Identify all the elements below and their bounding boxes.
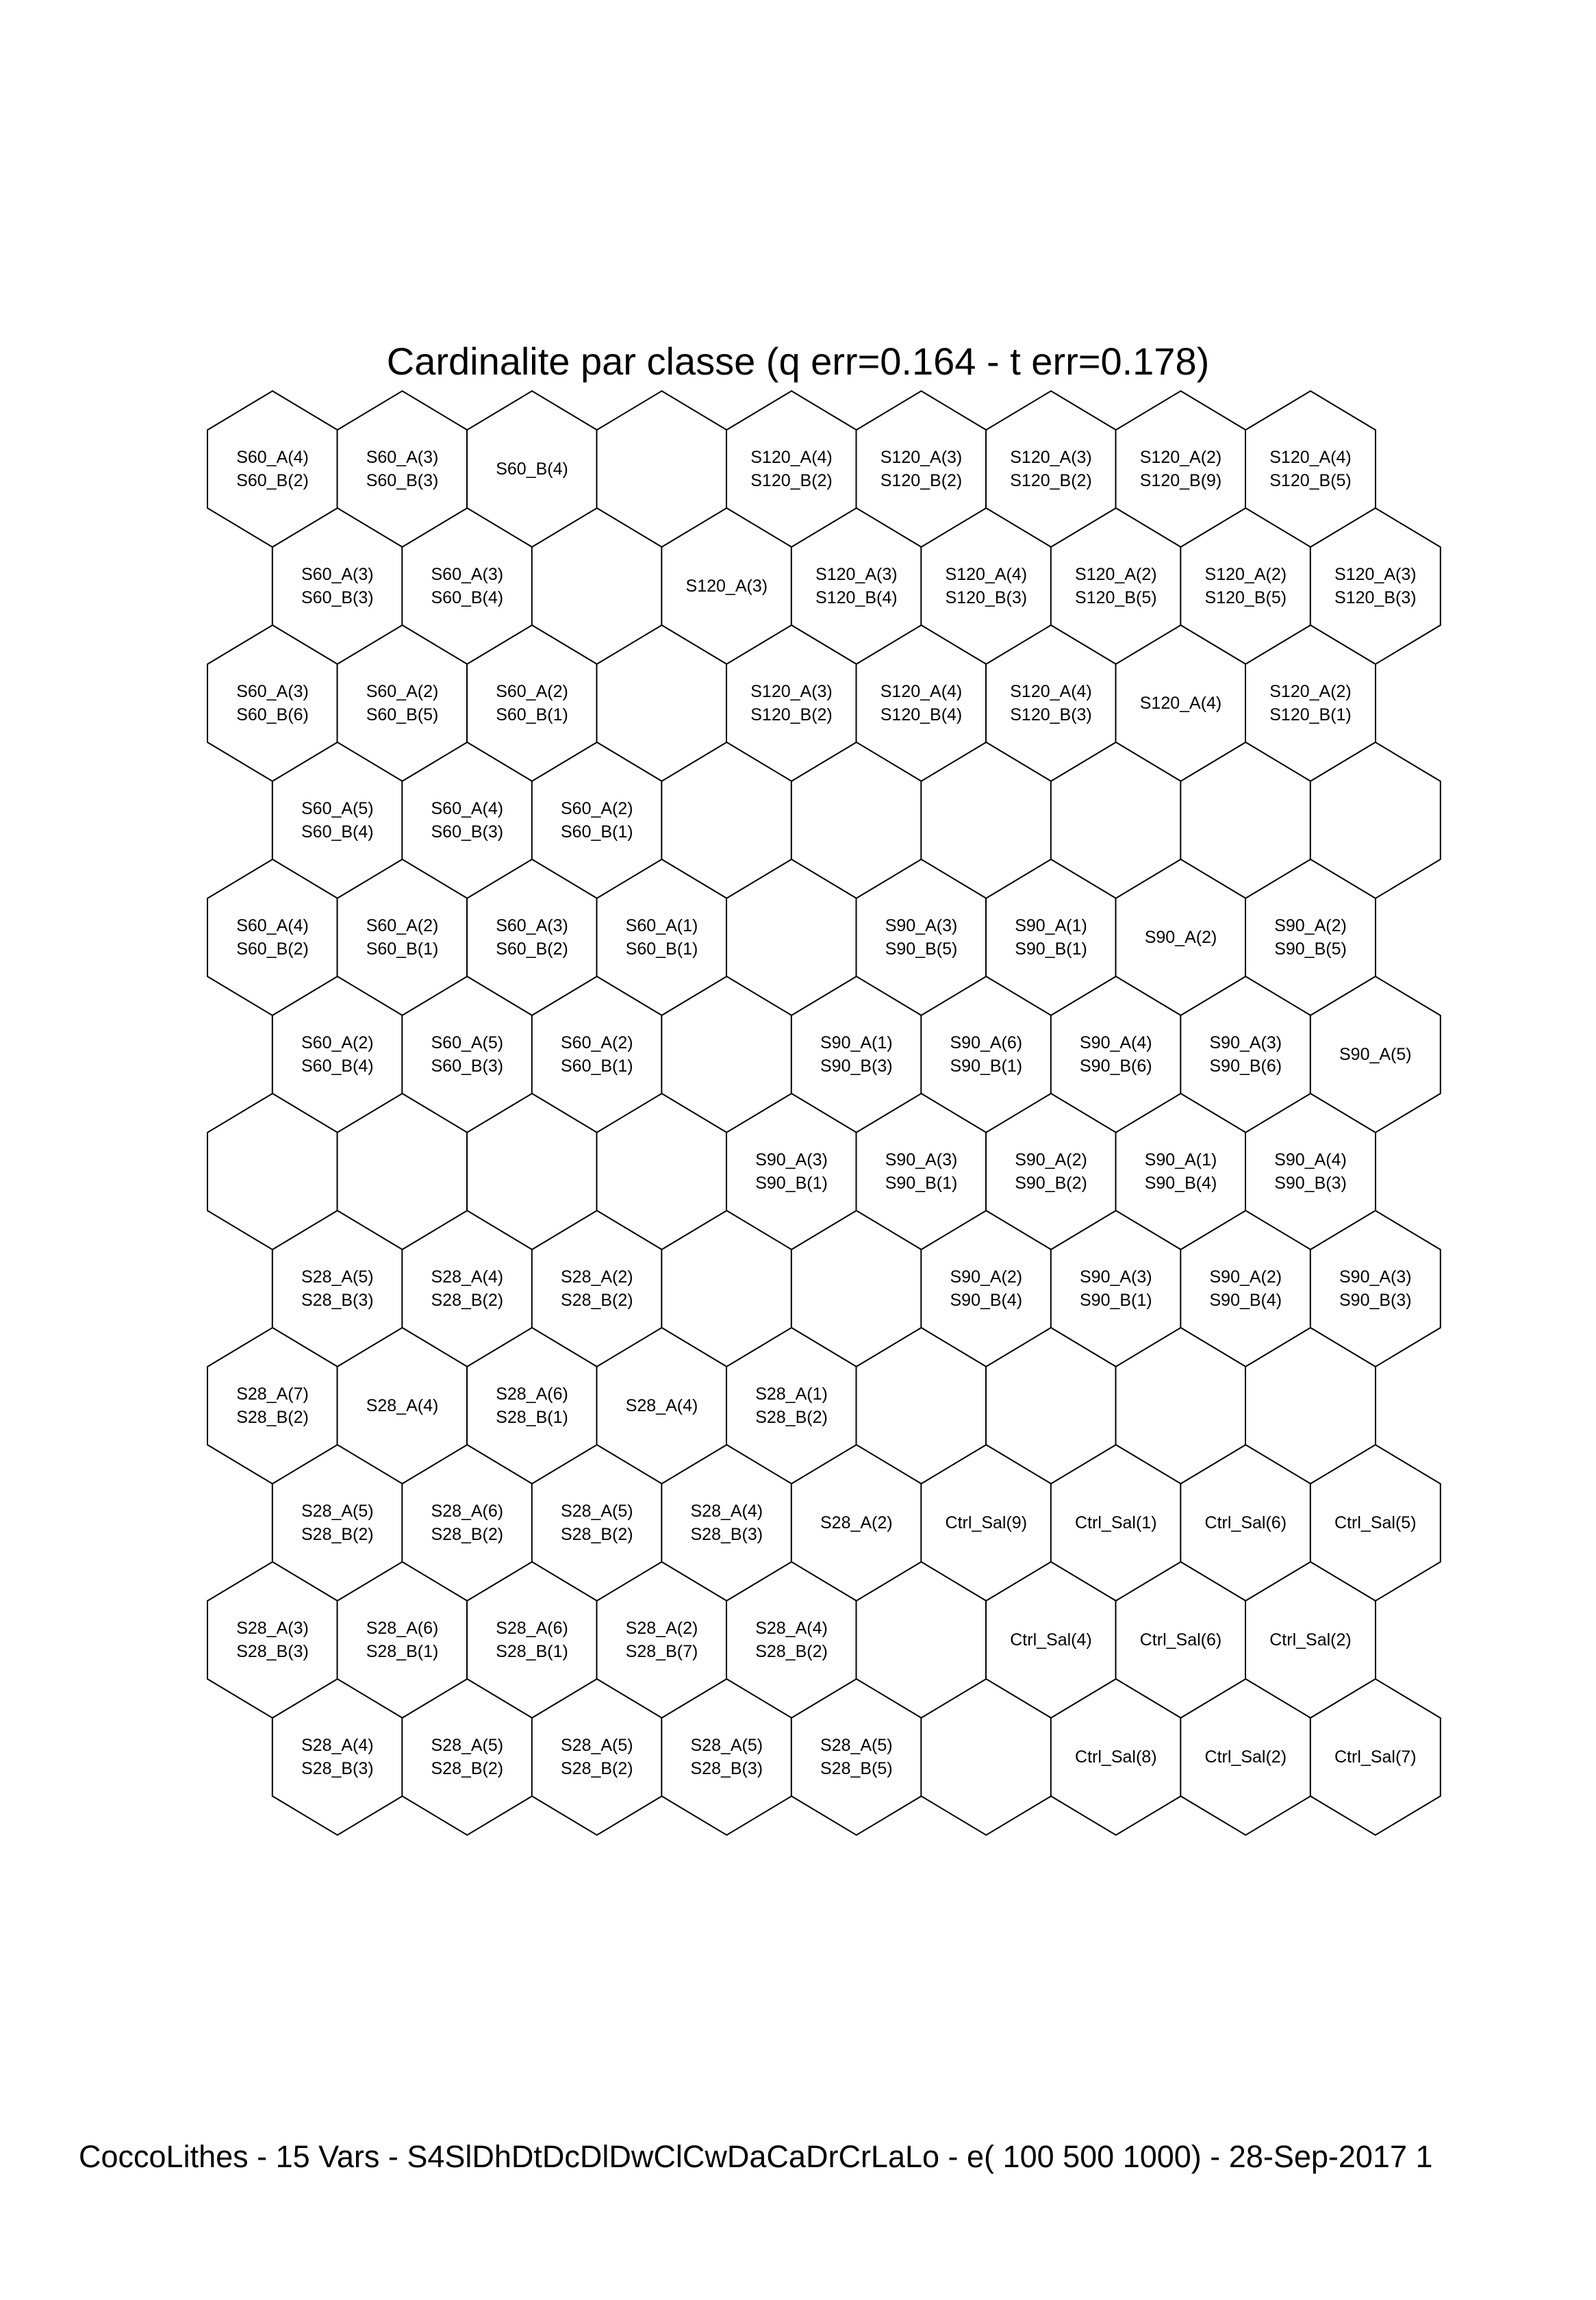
hex-label: S28_A(5) xyxy=(431,1736,504,1755)
hex-label: Ctrl_Sal(6) xyxy=(1139,1630,1222,1650)
hex-label: S28_B(3) xyxy=(236,1642,309,1661)
hex-label: S120_B(3) xyxy=(1010,705,1092,724)
hex-label: S60_A(2) xyxy=(366,682,439,701)
hex-label: S60_B(3) xyxy=(431,822,504,842)
hex-label: S60_B(1) xyxy=(625,939,698,959)
hex-label: S120_B(1) xyxy=(1269,705,1352,724)
hex-label: S90_A(3) xyxy=(885,916,958,935)
hex-label: S28_B(2) xyxy=(560,1291,633,1310)
hex-label: S120_B(2) xyxy=(750,705,833,724)
hex-label: S28_A(4) xyxy=(366,1396,439,1415)
hex-label: S28_B(3) xyxy=(690,1759,763,1778)
hex-label: S120_B(2) xyxy=(880,471,963,490)
hex-label: S60_B(4) xyxy=(431,588,504,607)
hex-label: S60_A(3) xyxy=(496,916,568,935)
hex-label: S28_B(2) xyxy=(755,1642,828,1661)
hex-label: S60_B(3) xyxy=(366,471,439,490)
hex-label: S60_B(1) xyxy=(496,705,568,724)
hex-label: S120_A(4) xyxy=(1139,694,1222,713)
hex-label: S120_A(4) xyxy=(1269,448,1352,467)
hex-label: S90_A(1) xyxy=(820,1033,893,1052)
hex-label: S60_B(2) xyxy=(496,939,568,959)
footer-caption: CoccoLithes - 15 Vars - S4SlDhDtDcDlDwClCwDaCaDrCrLaLo - e( 100 500 1000) - 28-Sep-2017 1 xyxy=(79,2139,1433,2174)
hex-label: S120_A(3) xyxy=(1334,565,1417,584)
hex-label: S60_A(1) xyxy=(625,916,698,935)
hex-label: S90_A(1) xyxy=(1144,1150,1217,1170)
hex-label: S120_B(5) xyxy=(1269,471,1352,490)
hex-label: S28_B(3) xyxy=(301,1291,374,1310)
hex-label: S28_A(6) xyxy=(431,1502,504,1521)
hex-label: S28_B(2) xyxy=(301,1525,374,1544)
hex-label: Ctrl_Sal(9) xyxy=(945,1513,1028,1532)
hex-label: S60_B(5) xyxy=(366,705,439,724)
hex-label: S120_A(3) xyxy=(880,448,963,467)
hex-label: S28_A(2) xyxy=(820,1513,893,1532)
hex-label: S90_B(1) xyxy=(885,1174,958,1193)
hex-label: S90_A(3) xyxy=(755,1150,828,1170)
hex-label: S120_A(4) xyxy=(945,565,1028,584)
hex-label: Ctrl_Sal(7) xyxy=(1334,1747,1417,1767)
hex-label: S28_A(5) xyxy=(560,1502,633,1521)
hex-label: S120_A(4) xyxy=(880,682,963,701)
hex-label: S120_B(5) xyxy=(1075,588,1157,607)
hex-label: S90_B(6) xyxy=(1209,1057,1282,1076)
hex-label: S60_A(2) xyxy=(560,1033,633,1052)
hex-label: S90_A(2) xyxy=(1274,916,1347,935)
hex-label: S90_A(4) xyxy=(1079,1033,1152,1052)
hex-label: S28_A(6) xyxy=(496,1385,568,1404)
hex-label: S120_B(2) xyxy=(1010,471,1092,490)
hex-label: S28_A(2) xyxy=(560,1267,633,1287)
hex-label: S28_B(2) xyxy=(560,1759,633,1778)
hex-label: S90_A(2) xyxy=(1015,1150,1087,1170)
hex-label: S60_B(1) xyxy=(560,1057,633,1076)
hex-label: S120_A(3) xyxy=(685,577,768,596)
hex-label: Ctrl_Sal(2) xyxy=(1204,1747,1287,1767)
hex-label: S28_B(1) xyxy=(496,1408,568,1427)
hex-label: S28_A(2) xyxy=(625,1619,698,1638)
hex-label: S28_B(2) xyxy=(431,1759,504,1778)
hex-label: S60_B(1) xyxy=(366,939,439,959)
hex-label: S90_B(1) xyxy=(950,1057,1023,1076)
hex-label: S60_A(2) xyxy=(366,916,439,935)
hex-label: S60_A(4) xyxy=(236,916,309,935)
hex-label: S120_B(3) xyxy=(945,588,1028,607)
hex-label: S28_B(5) xyxy=(820,1759,893,1778)
hex-label: S90_A(3) xyxy=(885,1150,958,1170)
hex-label: S120_B(2) xyxy=(750,471,833,490)
hex-label: S60_A(3) xyxy=(301,565,374,584)
hex-label: S90_A(2) xyxy=(1209,1267,1282,1287)
hex-label: Ctrl_Sal(4) xyxy=(1010,1630,1092,1650)
hex-label: S90_B(1) xyxy=(1015,939,1087,959)
hex-label: S28_A(5) xyxy=(820,1736,893,1755)
hex-label: S28_A(3) xyxy=(236,1619,309,1638)
hex-label: S60_A(3) xyxy=(366,448,439,467)
hex-label: S60_B(4) xyxy=(301,822,374,842)
hex-label: S60_A(2) xyxy=(496,682,568,701)
hex-label: S90_B(5) xyxy=(1274,939,1347,959)
hex-label: S90_B(3) xyxy=(820,1057,893,1076)
hex-label: S90_B(4) xyxy=(1209,1291,1282,1310)
hex-label: S60_A(5) xyxy=(431,1033,504,1052)
hex-label: S60_A(3) xyxy=(431,565,504,584)
hex-label: S90_A(3) xyxy=(1339,1267,1412,1287)
hex-label: S120_A(4) xyxy=(750,448,833,467)
hex-label: S28_B(3) xyxy=(690,1525,763,1544)
hex-label: S120_A(3) xyxy=(750,682,833,701)
hex-label: S120_B(4) xyxy=(880,705,963,724)
hex-label: S120_A(2) xyxy=(1075,565,1157,584)
hex-label: S90_B(6) xyxy=(1079,1057,1152,1076)
hex-label: S60_B(1) xyxy=(560,822,633,842)
hex-label: S28_A(6) xyxy=(366,1619,439,1638)
hex-label: S28_B(2) xyxy=(431,1291,504,1310)
hex-label: S28_A(7) xyxy=(236,1385,309,1404)
hex-label: S120_A(3) xyxy=(1010,448,1092,467)
hex-label: S60_B(3) xyxy=(431,1057,504,1076)
hex-label: S28_A(4) xyxy=(755,1619,828,1638)
hex-label: S60_B(2) xyxy=(236,939,309,959)
hex-label: S60_B(2) xyxy=(236,471,309,490)
hex-label: S28_B(1) xyxy=(496,1642,568,1661)
hex-label: S90_B(3) xyxy=(1274,1174,1347,1193)
hex-label: S28_A(4) xyxy=(690,1502,763,1521)
hex-label: S60_A(4) xyxy=(236,448,309,467)
hex-label: S28_A(5) xyxy=(690,1736,763,1755)
hex-label: S120_B(9) xyxy=(1139,471,1222,490)
hex-label: S60_A(2) xyxy=(301,1033,374,1052)
hex-label: S28_A(5) xyxy=(560,1736,633,1755)
hex-label: S28_B(1) xyxy=(366,1642,439,1661)
hex-label: S28_A(5) xyxy=(301,1502,374,1521)
hex-label: S90_B(2) xyxy=(1015,1174,1087,1193)
hex-label: S60_B(6) xyxy=(236,705,309,724)
hex-label: S60_B(3) xyxy=(301,588,374,607)
hex-label: S60_B(4) xyxy=(301,1057,374,1076)
hex-label: S90_A(4) xyxy=(1274,1150,1347,1170)
hex-label: Ctrl_Sal(1) xyxy=(1075,1513,1157,1532)
hex-label: S120_A(2) xyxy=(1139,448,1222,467)
hex-label: S90_A(5) xyxy=(1339,1045,1412,1064)
hex-label: S28_B(2) xyxy=(431,1525,504,1544)
hex-label: S90_A(6) xyxy=(950,1033,1023,1052)
hex-label: S28_A(5) xyxy=(301,1267,374,1287)
hex-label: S90_B(5) xyxy=(885,939,958,959)
hex-label: S90_B(1) xyxy=(1079,1291,1152,1310)
hex-label: S90_B(4) xyxy=(1144,1174,1217,1193)
hex-label: S90_B(4) xyxy=(950,1291,1023,1310)
chart-title: Cardinalite par classe (q err=0.164 - t err=0.178) xyxy=(386,340,1210,383)
hex-label: S28_A(1) xyxy=(755,1385,828,1404)
hex-label: S120_A(3) xyxy=(815,565,898,584)
hex-label: S120_A(4) xyxy=(1010,682,1092,701)
hex-label: S90_A(3) xyxy=(1209,1033,1282,1052)
hex-label: S120_B(4) xyxy=(815,588,898,607)
hex-label: S28_B(2) xyxy=(560,1525,633,1544)
hex-label: S60_A(3) xyxy=(236,682,309,701)
hex-label: S28_A(4) xyxy=(301,1736,374,1755)
hex-label: Ctrl_Sal(8) xyxy=(1075,1747,1157,1767)
hex-label: S28_A(6) xyxy=(496,1619,568,1638)
hex-label: S90_A(2) xyxy=(1144,928,1217,947)
hex-label: S60_A(2) xyxy=(560,799,633,818)
hex-label: S120_A(2) xyxy=(1204,565,1287,584)
hex-label: S120_B(5) xyxy=(1204,588,1287,607)
hex-label: S120_A(2) xyxy=(1269,682,1352,701)
hex-label: S90_A(2) xyxy=(950,1267,1023,1287)
hex-label: S60_B(4) xyxy=(496,459,568,479)
hex-label: S60_A(5) xyxy=(301,799,374,818)
hex-label: S90_A(3) xyxy=(1079,1267,1152,1287)
hex-label: S28_B(7) xyxy=(625,1642,698,1661)
hex-label: S90_A(1) xyxy=(1015,916,1087,935)
hex-label: Ctrl_Sal(2) xyxy=(1269,1630,1352,1650)
hex-label: S28_A(4) xyxy=(625,1396,698,1415)
hex-label: S60_A(4) xyxy=(431,799,504,818)
hex-label: Ctrl_Sal(6) xyxy=(1204,1513,1287,1532)
hex-label: S120_B(3) xyxy=(1334,588,1417,607)
hex-label: S90_B(3) xyxy=(1339,1291,1412,1310)
hex-label: S28_A(4) xyxy=(431,1267,504,1287)
hex-label: S28_B(2) xyxy=(755,1408,828,1427)
hex-label: Ctrl_Sal(5) xyxy=(1334,1513,1417,1532)
hex-label: S28_B(3) xyxy=(301,1759,374,1778)
hex-label: S28_B(2) xyxy=(236,1408,309,1427)
hex-label: S90_B(1) xyxy=(755,1174,828,1193)
